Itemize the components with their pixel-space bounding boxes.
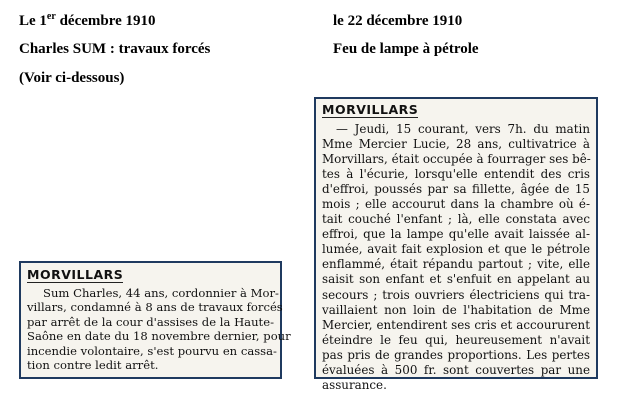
newspaper-clipping-left [19,261,291,379]
left-date-suffix: décembre 1910 [55,13,156,29]
clipping-title: MORVILLARS [27,267,124,282]
clipping-line: enflammé, était répandu partout ; vite, elle [322,257,590,272]
clipping-line: Mercier, entendirent ses cris et accoururent [322,317,590,332]
clipping-line: Saône en date du 18 novembre dernier, pour [27,329,291,344]
clipping-line: — Jeudi, 15 courant, vers 7h. du matin [336,122,590,136]
clipping-line: effroi, que la lampe qu'elle avait laissée al- [322,227,590,242]
clipping-line: éteindre le feu qui, heureusement n'avait [322,332,590,347]
clipping-line: Sum Charles, 44 ans, cordonnier à Mor- [43,286,279,300]
left-date-superscript: er [46,11,56,22]
clipping-line: lumée, avait fait explosion et que le pétrole [322,242,590,257]
clipping-line: tait couché l'enfant ; là, elle constata avec [322,212,590,227]
left-note: (Voir ci-dessous) [19,70,125,86]
clipping-line: tes à l'écurie, lorsqu'elle entendit des cris [322,167,590,182]
clipping-line: par arrêt de la cour d'assises de la Haute- [27,314,274,329]
clipping-line: d'effroi, poussés par sa fillette, âgée de 15 [322,182,590,197]
clipping-title: MORVILLARS [322,102,419,117]
left-date-prefix: Le 1 [19,13,47,29]
right-subject-heading: Feu de lampe à pétrole [333,41,479,57]
clipping-line: saisit son enfant et s'enfuit en appelant au [322,272,590,287]
clipping-line: évaluées à 500 fr. sont couvertes par une [322,362,590,377]
left-date-heading [19,12,156,30]
clipping-line: secours ; trois ouvriers électriciens qui tra- [322,287,590,302]
clipping-line: incendie volontaire, s'est pourvu en cassa- [27,343,277,358]
clipping-line: vaillaient non loin de l'habitation de Mme [322,302,590,317]
clipping-line: Morvillars, était occupée à fourrager ses bê- [322,152,591,167]
clipping-line: Mme Mercier Lucie, 28 ans, cultivatrice à [322,137,590,152]
left-subject-heading: Charles SUM : travaux forcés [19,41,211,57]
clipping-line: tion contre ledit arrêt. [27,358,159,373]
newspaper-clipping-right [314,97,598,392]
clipping-line: assurance. [322,377,387,392]
right-date-heading: le 22 décembre 1910 [333,13,463,29]
clipping-line: mois ; elle accourut dans la chambre où é- [322,197,590,212]
clipping-line: pas pris de grandes proportions. Les pertes [322,347,590,362]
clipping-line: villars, condamné à 8 ans de travaux forcés [27,300,283,315]
